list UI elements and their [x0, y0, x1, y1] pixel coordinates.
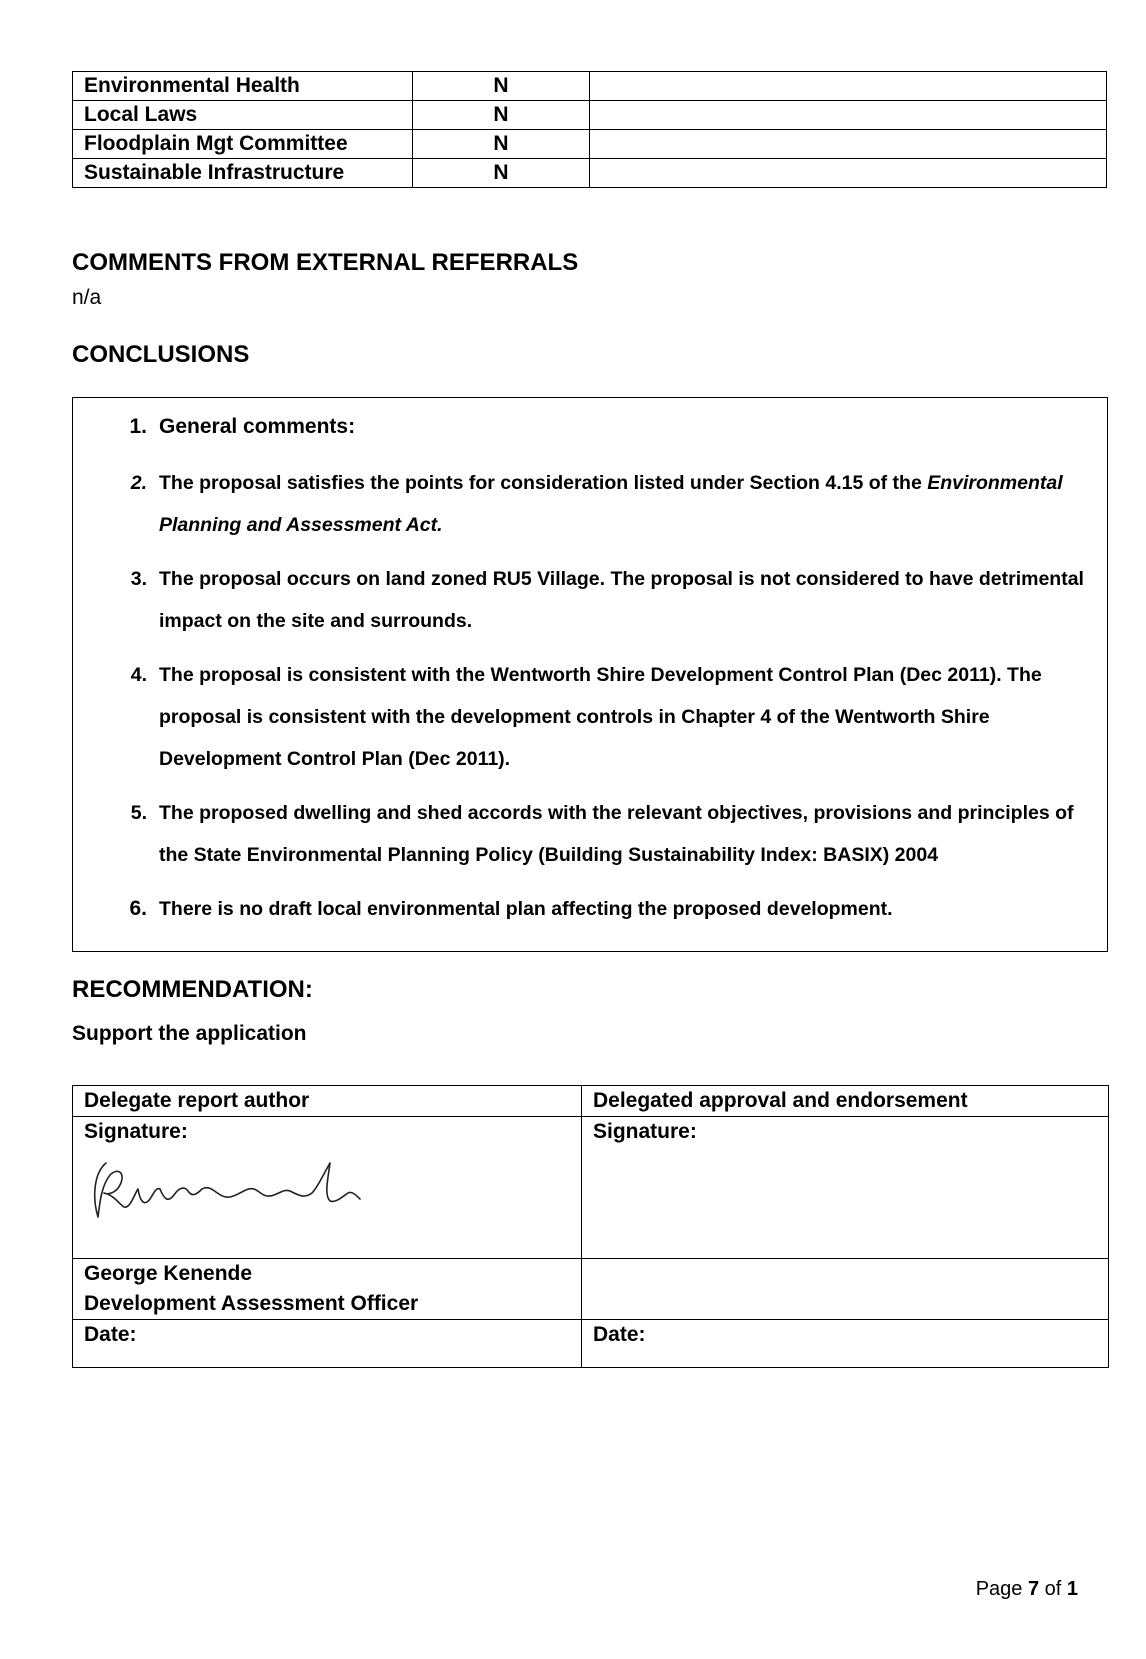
external-referrals-text: n/a	[72, 286, 102, 309]
page-current: 7	[1027, 1578, 1040, 1600]
external-referrals-heading: COMMENTS FROM EXTERNAL REFERRALS	[72, 249, 579, 276]
referral-comment	[590, 159, 1107, 188]
referral-department: Sustainable Infrastructure	[73, 159, 413, 188]
referral-flag: N	[413, 130, 590, 159]
author-signature-cell	[73, 1117, 582, 1259]
list-item	[117, 654, 1092, 780]
approval-header: Delegated approval and endorsement	[582, 1086, 1109, 1117]
referral-flag: N	[413, 72, 590, 101]
item-text: The proposal occurs on land zoned RU5 Village. The proposal is not considered to have detrimental impact on the site and surrounds.	[159, 568, 1084, 632]
recommendation-text: Support the application	[72, 1022, 307, 1045]
conclusions-heading: CONCLUSIONS	[72, 341, 250, 368]
referral-comment	[590, 101, 1107, 130]
page-number	[976, 1578, 1078, 1601]
item-text-part: The proposal satisfies the points for consideration listed under Section 4.15 of the	[159, 472, 928, 494]
act-title: Environmental Planning and Assessment Act.	[159, 472, 1063, 536]
author-signature-label: Signature:	[84, 1120, 188, 1143]
conclusions-box	[72, 397, 1108, 952]
referral-flag: N	[413, 159, 590, 188]
table-row	[73, 1117, 1109, 1259]
list-item	[117, 462, 1092, 546]
item-text: There is no draft local environmental plan affecting the proposed development.	[159, 898, 893, 920]
author-date-label: Date:	[73, 1320, 582, 1368]
referral-comment	[590, 130, 1107, 159]
referral-department: Local Laws	[73, 101, 413, 130]
approval-signature-cell	[582, 1117, 1109, 1259]
item-text: The proposal is consistent with the Wentworth Shire Development Control Plan (Dec 2011). The proposal is consistent with the development controls in Chapter 4 of the Wentworth Shire Development Control Plan (Dec 2011).	[159, 664, 1042, 770]
recommendation-heading: RECOMMENDATION:	[72, 976, 313, 1003]
approval-signature-label: Signature:	[593, 1120, 697, 1143]
table-row	[73, 1259, 1109, 1320]
item-number: 6.	[129, 897, 147, 920]
item-number: 1.	[129, 415, 147, 438]
referral-department: Environmental Health	[73, 72, 413, 101]
page-total: 1	[1066, 1578, 1078, 1600]
page-middle: of	[1039, 1578, 1067, 1600]
referral-flag: N	[413, 101, 590, 130]
approval-details-cell	[582, 1259, 1109, 1320]
item-text	[159, 462, 1092, 546]
item-number: 3.	[130, 568, 147, 590]
item-number: 5.	[130, 802, 147, 824]
author-name: George Kenende	[84, 1262, 253, 1285]
referral-department: Floodplain Mgt Committee	[73, 130, 413, 159]
item-text: General comments:	[159, 415, 356, 438]
table-row	[73, 1320, 1109, 1368]
item-number: 4.	[130, 664, 147, 686]
table-row	[73, 101, 1107, 130]
table-row	[73, 159, 1107, 188]
author-header: Delegate report author	[73, 1086, 582, 1117]
table-row	[73, 72, 1107, 101]
author-details-cell	[73, 1259, 582, 1320]
signoff-table	[72, 1085, 1109, 1368]
handwritten-signature	[84, 1155, 364, 1233]
referral-comment	[590, 72, 1107, 101]
list-item	[117, 558, 1092, 642]
referrals-table	[72, 71, 1107, 188]
list-item	[117, 888, 1092, 930]
table-row	[73, 1086, 1109, 1117]
author-title: Development Assessment Officer	[84, 1292, 419, 1315]
list-item	[117, 406, 1092, 448]
list-item	[117, 792, 1092, 876]
page-prefix: Page	[975, 1578, 1028, 1600]
item-text: The proposed dwelling and shed accords with the relevant objectives, provisions and principles of the State Environmental Planning Policy (Building Sustainability Index: BASIX) 2004	[159, 802, 1074, 866]
table-row	[73, 130, 1107, 159]
item-number: 2.	[130, 472, 147, 494]
approval-date-label: Date:	[582, 1320, 1109, 1368]
